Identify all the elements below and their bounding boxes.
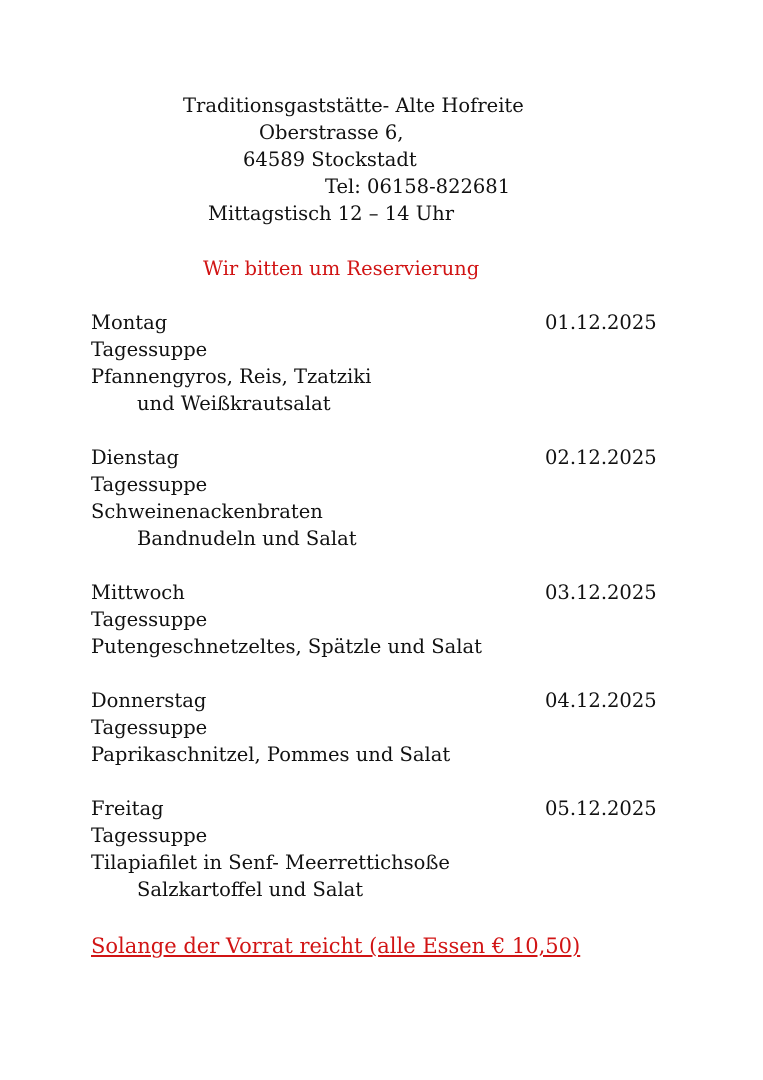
day-name: Donnerstag [91,689,207,712]
side-dish: Salzkartoffel und Salat [137,878,364,901]
soup-item: Tagessuppe [91,473,208,496]
day-date: 02.12.2025 [545,446,657,469]
restaurant-name: Traditionsgaststätte- Alte Hofreite [183,94,524,117]
main-dish: Putengeschnetzeltes, Spätzle und Salat [91,635,482,658]
day-name: Montag [91,311,168,334]
address-street: Oberstrasse 6, [259,121,404,144]
soup-item: Tagessuppe [91,716,208,739]
day-date: 05.12.2025 [545,797,657,820]
main-dish: Paprikaschnitzel, Pommes und Salat [91,743,451,766]
main-dish: Pfannengyros, Reis, Tzatziki [91,365,372,388]
day-date: 01.12.2025 [545,311,657,334]
reservation-note: Wir bitten um Reservierung [203,257,480,280]
side-dish: und Weißkrautsalat [137,392,331,415]
day-date: 03.12.2025 [545,581,657,604]
main-dish: Schweinenackenbraten [91,500,323,523]
soup-item: Tagessuppe [91,608,208,631]
day-name: Mittwoch [91,581,185,604]
soup-item: Tagessuppe [91,824,208,847]
side-dish: Bandnudeln und Salat [137,527,357,550]
main-dish: Tilapiafilet in Senf- Meerrettichsoße [91,851,450,874]
day-name: Freitag [91,797,164,820]
address-city: 64589 Stockstadt [243,148,417,171]
day-date: 04.12.2025 [545,689,657,712]
day-name: Dienstag [91,446,179,469]
phone-number: Tel: 06158-822681 [325,175,511,198]
lunch-hours: Mittagstisch 12 – 14 Uhr [208,202,455,225]
soup-item: Tagessuppe [91,338,208,361]
price-footer: Solange der Vorrat reicht (alle Essen € 10,50) [91,934,581,958]
